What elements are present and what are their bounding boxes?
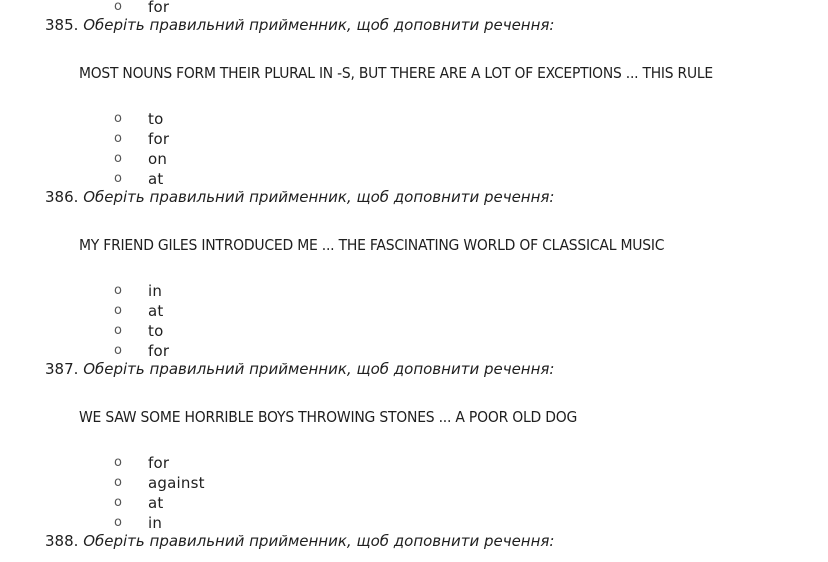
- question-instruction: Оберіть правильний прийменник, щоб доповнити речення:: [83, 360, 555, 378]
- radio-bullet-icon[interactable]: o: [114, 303, 122, 318]
- option-label: for: [148, 0, 170, 16]
- radio-bullet-icon[interactable]: o: [114, 171, 122, 186]
- radio-bullet-icon[interactable]: o: [114, 151, 122, 166]
- question-number: 385.: [45, 16, 79, 34]
- option-label: at: [148, 302, 164, 320]
- option-label: for: [148, 130, 170, 148]
- radio-bullet-icon[interactable]: o: [114, 283, 122, 298]
- radio-bullet-icon[interactable]: o: [114, 131, 122, 146]
- question-number: 388.: [45, 532, 79, 550]
- question-instruction: Оберіть правильний прийменник, щоб доповнити речення:: [83, 532, 555, 550]
- question-sentence: MOST NOUNS FORM THEIR PLURAL IN -S, BUT THERE ARE A LOT OF EXCEPTIONS ... THIS RULE: [79, 64, 713, 82]
- question-sentence: MY FRIEND GILES INTRODUCED ME ... THE FASCINATING WORLD OF CLASSICAL MUSIC: [79, 236, 665, 254]
- option-label: for: [148, 454, 170, 472]
- option-label: against: [148, 474, 205, 492]
- option-label: to: [148, 322, 164, 340]
- radio-bullet-icon[interactable]: o: [114, 475, 122, 490]
- option-label: at: [148, 170, 164, 188]
- radio-bullet-icon[interactable]: o: [114, 495, 122, 510]
- question-header: [45, 358, 555, 380]
- radio-bullet-icon[interactable]: o: [114, 0, 122, 14]
- question-header: [45, 530, 555, 552]
- question-number: 387.: [45, 360, 79, 378]
- option-label: to: [148, 110, 164, 128]
- radio-bullet-icon[interactable]: o: [114, 515, 122, 530]
- option-label: at: [148, 494, 164, 512]
- option-label: in: [148, 282, 163, 300]
- radio-bullet-icon[interactable]: o: [114, 343, 122, 358]
- question-instruction: Оберіть правильний прийменник, щоб доповнити речення:: [83, 188, 555, 206]
- question-header: [45, 14, 555, 36]
- radio-bullet-icon[interactable]: o: [114, 111, 122, 126]
- option-label: in: [148, 514, 163, 532]
- question-instruction: Оберіть правильний прийменник, щоб доповнити речення:: [83, 16, 555, 34]
- option-label: for: [148, 342, 170, 360]
- question-header: [45, 186, 555, 208]
- question-sentence: WE SAW SOME HORRIBLE BOYS THROWING STONES ... A POOR OLD DOG: [79, 408, 578, 426]
- question-number: 386.: [45, 188, 79, 206]
- option-label: on: [148, 150, 168, 168]
- radio-bullet-icon[interactable]: o: [114, 323, 122, 338]
- radio-bullet-icon[interactable]: o: [114, 455, 122, 470]
